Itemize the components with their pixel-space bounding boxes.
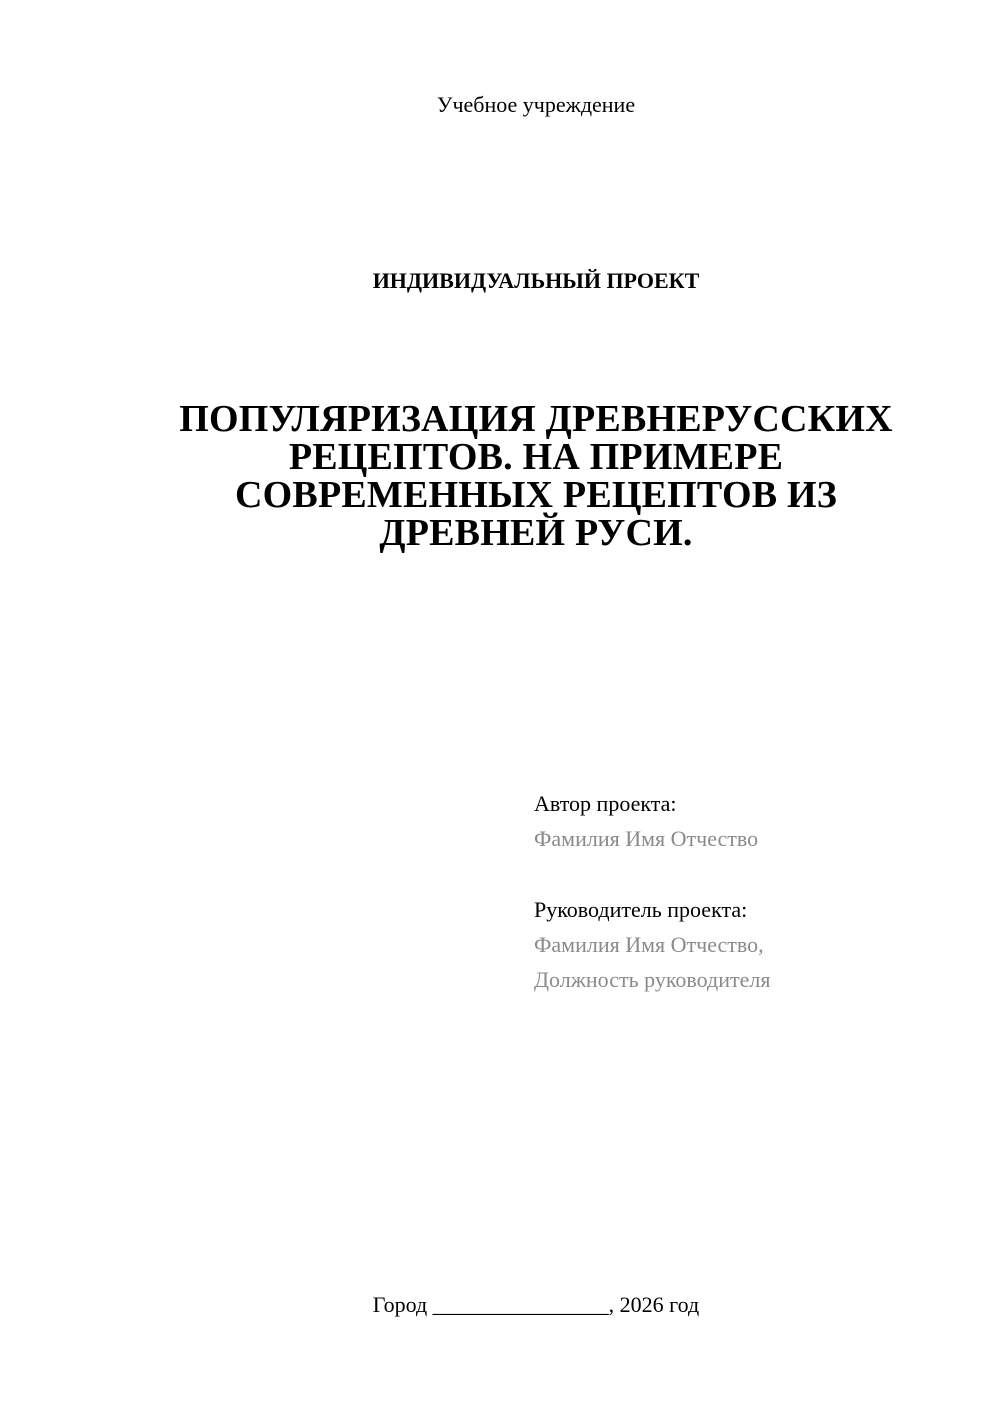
supervisor-name: Фамилия Имя Отчество, (534, 932, 764, 957)
city-year-line: Город ________________, 2026 год (372, 1292, 700, 1317)
author-label: Автор проекта: (534, 791, 677, 816)
title-line: СОВРЕМЕННЫХ РЕЦЕПТОВ ИЗ (235, 474, 837, 516)
spacer (534, 856, 974, 892)
title-line: ПОПУЛЯРИЗАЦИЯ ДРЕВНЕРУССКИХ (179, 398, 893, 440)
author-name: Фамилия Имя Отчество (534, 826, 759, 851)
credits-block (534, 786, 974, 997)
supervisor-position: Должность руководителя (534, 967, 771, 992)
institution-name: Учебное учреждение (436, 92, 636, 117)
title-line: РЕЦЕПТОВ. НА ПРИМЕРЕ (288, 436, 784, 478)
title-line: ДРЕВНЕЙ РУСИ. (379, 512, 693, 554)
document-type: ИНДИВИДУАЛЬНЫЙ ПРОЕКТ (372, 268, 700, 293)
supervisor-label: Руководитель проекта: (534, 897, 748, 922)
project-title (160, 400, 912, 552)
